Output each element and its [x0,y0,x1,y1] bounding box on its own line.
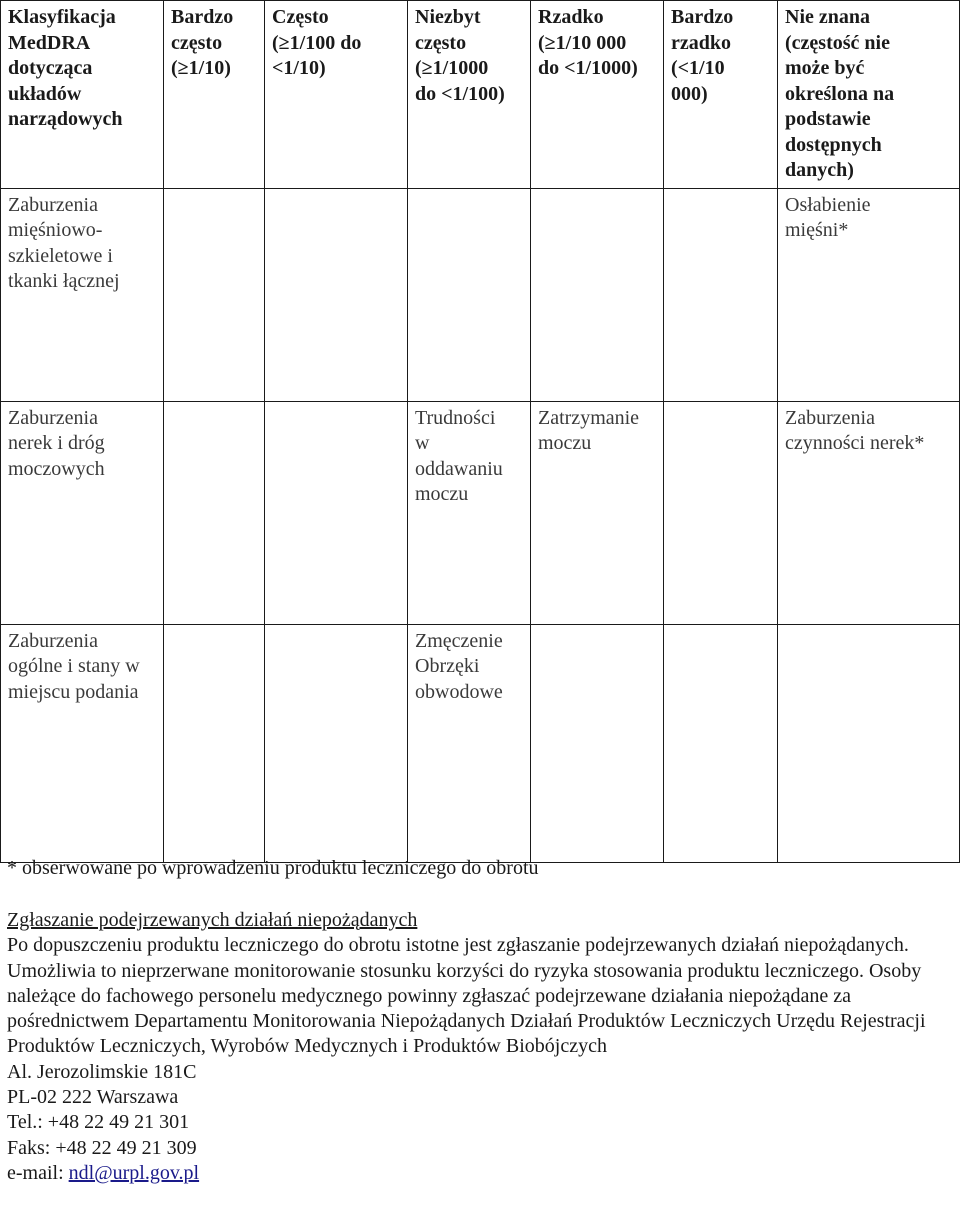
very-common-cell [164,624,265,862]
email-link[interactable]: ndl@urpl.gov.pl [68,1161,200,1184]
soc-line: Zaburzenia [8,193,98,216]
header-uncommon-line: (≥1/1000 [415,57,489,79]
uncommon-cell [408,401,531,624]
header-rare-line: do <1/1000) [538,57,638,79]
email-label: e-mail: [7,1161,69,1184]
reaction-line: Obrzęki [415,655,480,677]
uncommon-cell [408,624,531,862]
rare-cell [531,401,664,624]
reaction-line: moczu [538,432,592,454]
header-uncommon-line: Niezbyt [415,6,481,28]
common-cell [265,624,408,862]
footnote: * obserwowane po wprowadzeniu produktu leczniczego do obrotu [7,857,539,879]
header-unknown [778,1,960,189]
reaction-line: Zmęczenie [415,629,503,652]
soc-line: tkanki łącznej [8,270,120,292]
soc-cell [1,624,164,862]
header-rare-line: Rzadko [538,6,604,28]
reaction-line: w [415,432,430,454]
header-soc-line: narządowych [8,108,123,130]
common-cell [265,188,408,401]
uncommon-cell [408,188,531,401]
header-uncommon-line: często [415,31,467,54]
reaction-line: mięśni* [785,219,849,241]
unknown-cell [778,401,960,624]
reporting-title: Zgłaszanie podejrzewanych działań niepożądanych [7,909,418,931]
header-soc-line: Klasyfikacja [8,6,116,28]
header-unknown-line: dostępnych [785,133,882,156]
soc-line: moczowych [8,457,105,480]
header-unknown-line: (częstość nie [785,31,890,54]
header-unknown-line: może być [785,57,865,79]
soc-line: Zaburzenia [8,406,98,429]
header-uncommon-line: do <1/100) [415,82,505,105]
header-common [265,1,408,189]
common-cell [265,401,408,624]
rare-cell [531,624,664,862]
header-very-rare-line: Bardzo [671,6,734,28]
header-common-line: <1/10) [272,57,326,79]
very-rare-cell [664,624,778,862]
unknown-cell [778,188,960,401]
header-common-line: (≥1/100 do [272,31,362,54]
address-city: PL-02 222 Warszawa [7,1086,179,1109]
reaction-line: oddawaniu [415,457,503,480]
soc-line: szkieletowe i [8,244,113,267]
reporting-body: Po dopuszczeniu produktu leczniczego do obrotu istotne jest zgłaszanie podejrzewanych działań niepożądanych. Umożliwia to nieprzerwane monitorowanie stosunku korzyści do ryzyka stosowania produktu leczniczego. Osoby należące do fachowego personelu medycznego powinny zgłaszać podejrzewane działania niepożądane za pośrednictwem Departamentu Monitorowania Niepożądanych Działań Produktów Leczniczych Urzędu Rejestracji Produktów Leczniczych, Wyrobów Medycznych i Produktów Biobójczych [7,934,926,1058]
reaction-line: obwodowe [415,680,503,703]
soc-line: ogólne i stany w [8,655,140,677]
header-very-rare-line: 000) [671,82,708,105]
reaction-line: Zaburzenia [785,406,875,429]
header-unknown-line: Nie znana [785,6,870,28]
table-header-row [1,1,960,189]
header-very-rare [664,1,778,189]
header-uncommon [408,1,531,189]
soc-line: miejscu podania [8,680,139,703]
header-very-common-line: Bardzo [171,6,234,28]
header-rare-line: (≥1/10 000 [538,31,627,54]
header-rare [531,1,664,189]
reaction-line: czynności nerek* [785,432,925,454]
email-line [7,1161,952,1186]
very-common-cell [164,401,265,624]
soc-line: nerek i dróg [8,432,105,454]
header-very-rare-line: (<1/10 [671,57,725,79]
table-row [1,401,960,624]
reaction-line: Zatrzymanie [538,406,640,429]
phone-number: Tel.: +48 22 49 21 301 [7,1111,190,1134]
header-soc-line: układów [8,82,82,105]
address-street: Al. Jerozolimskie 181C [7,1060,197,1083]
header-very-common-line: (≥1/10) [171,57,231,79]
unknown-cell [778,624,960,862]
soc-line: Zaburzenia [8,629,98,652]
soc-cell [1,401,164,624]
header-very-common [164,1,265,189]
header-very-rare-line: rzadko [671,31,731,54]
reaction-line: Osłabienie [785,193,871,216]
header-unknown-line: podstawie [785,108,871,130]
fax-number: Faks: +48 22 49 21 309 [7,1136,197,1159]
rare-cell [531,188,664,401]
very-rare-cell [664,188,778,401]
very-common-cell [164,188,265,401]
table-row [1,624,960,862]
header-soc-line: dotycząca [8,57,93,79]
table-row [1,188,960,401]
header-very-common-line: często [171,31,223,54]
header-unknown-line: danych) [785,159,854,181]
header-common-line: Często [272,6,329,28]
header-soc [1,1,164,189]
reaction-line: Trudności [415,406,496,429]
header-unknown-line: określona na [785,82,895,105]
soc-cell [1,188,164,401]
reaction-line: moczu [415,483,469,505]
very-rare-cell [664,401,778,624]
reporting-section [7,908,952,1186]
soc-line: mięśniowo- [8,219,103,241]
header-soc-line: MedDRA [8,31,91,54]
